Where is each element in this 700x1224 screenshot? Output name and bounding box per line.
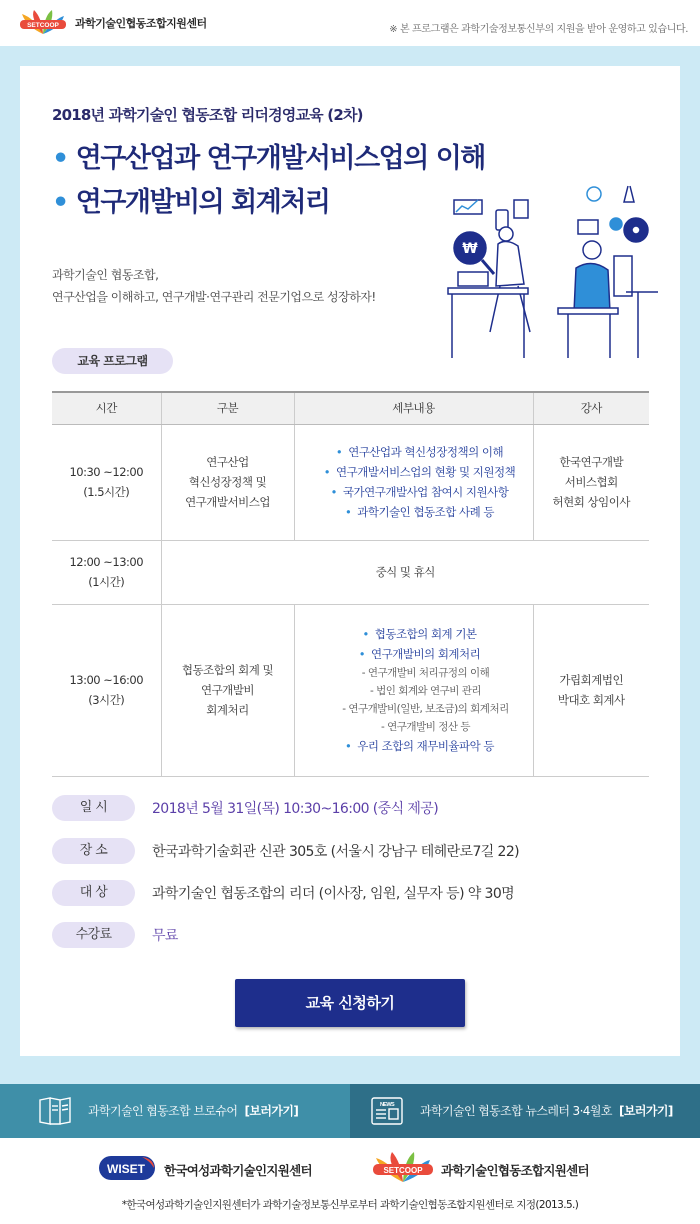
wiset-logo-icon[interactable]: [98, 1153, 156, 1183]
bullet-icon: •: [52, 143, 68, 174]
table-row: [52, 604, 649, 776]
researchers-illustration-icon: [438, 182, 666, 362]
column-header-details: 세부내용: [294, 392, 533, 424]
partner-logos: [0, 1148, 700, 1192]
event-subtitle: 2018년 과학기술인 협동조합 리더경영교육 (2차): [52, 106, 363, 124]
lecturer-line: 허현회 상임이사: [552, 495, 630, 509]
place-label: 장 소: [52, 838, 135, 864]
info-place: [52, 838, 519, 864]
detail-subitem: - 연구개발비 처리규정의 이해: [361, 667, 490, 679]
detail-subitem: - 연구개발비 정산 등: [381, 721, 470, 733]
detail-item: • 협동조합의 회계 기본: [307, 624, 533, 644]
bullet-icon: •: [52, 187, 68, 218]
category-line: 회계처리: [206, 703, 249, 717]
target-value: 과학기술인 협동조합의 리더 (이사장, 임원, 실무자 등) 약 30명: [152, 886, 515, 902]
column-header-time: 시간: [52, 392, 161, 424]
fee-label: 수강료: [52, 922, 135, 948]
newsletter-text: [420, 1084, 673, 1138]
newsletter-link-text[interactable]: [보러가기]: [619, 1104, 673, 1118]
table-row: [52, 540, 649, 604]
headline-1-text: 연구산업과 연구개발서비스업의 이해: [75, 143, 485, 174]
date-label: 일 시: [52, 795, 135, 821]
top-header: [0, 0, 700, 46]
brochure-link[interactable]: [0, 1084, 350, 1138]
category-line: 연구산업: [206, 455, 249, 469]
category-line: 혁신성장정책 및: [188, 475, 267, 489]
brochure-label: 과학기술인 협동조합 브로슈어: [88, 1104, 238, 1118]
setcoop-logo-icon[interactable]: [18, 8, 68, 36]
brochure-icon: [38, 1096, 72, 1126]
time-range: 12:00 ~13:00: [69, 555, 144, 569]
category-cell: [161, 604, 294, 776]
newsletter-label: 과학기술인 협동조합 뉴스레터 3·4월호: [420, 1104, 612, 1118]
detail-item: • 과학기술인 협동조합 사례 등: [307, 502, 533, 522]
duration: (1.5시간): [83, 485, 130, 499]
detail-item: • 연구개발서비스업의 현황 및 지원정책: [307, 462, 533, 482]
newsletter-icon: [370, 1096, 404, 1126]
column-header-category: 구분: [161, 392, 294, 424]
time-cell: [52, 424, 161, 540]
intro-text: [52, 264, 376, 308]
time-range: 13:00 ~16:00: [69, 673, 144, 687]
detail-item: • 연구개발비의 회계처리: [307, 644, 533, 664]
lecturer-line: 가립회계법인: [559, 673, 624, 687]
detail-subitem: - 연구개발비(일반, 보조금)의 회계처리: [342, 703, 509, 715]
date-value: 2018년 5월 31일(목) 10:30~16:00 (중식 제공): [152, 801, 439, 817]
detail-subitem: - 법인 회계와 연구비 관리: [369, 685, 482, 697]
category-cell: [161, 424, 294, 540]
svg-text:WISET: WISET: [107, 1162, 145, 1176]
target-label: 대 상: [52, 880, 135, 906]
info-fee: [52, 922, 178, 948]
brochure-text: [88, 1084, 298, 1138]
headline-2-text: 연구개발비의 회계처리: [75, 187, 330, 218]
table-header-row: [52, 392, 649, 424]
setcoop-logo-icon[interactable]: [370, 1150, 436, 1184]
headline-2: [52, 180, 330, 219]
detail-item: • 우리 조합의 재무비율파악 등: [307, 736, 533, 756]
apply-button[interactable]: 교육 신청하기: [235, 979, 465, 1027]
lecturer-line: 박대호 회계사: [557, 693, 625, 707]
svg-text:₩: ₩: [462, 241, 478, 257]
lecturer-cell: [533, 604, 649, 776]
table-row: [52, 424, 649, 540]
info-target: [52, 880, 514, 906]
detail-item: • 연구산업과 혁신성장정책의 이해: [307, 442, 533, 462]
support-notice: ※ 본 프로그램은 과학기술정보통신부의 지원을 받아 운영하고 있습니다.: [389, 24, 688, 35]
detail-item: • 국가연구개발사업 참여시 지원사항: [307, 482, 533, 502]
svg-text:SETCOOP: SETCOOP: [27, 22, 59, 29]
place-value: 한국과학기술회관 신관 305호 (서울시 강남구 테헤란로7길 22): [152, 844, 519, 860]
duration: (1시간): [88, 575, 125, 589]
program-table: [52, 391, 649, 777]
lecturer-line: 서비스협회: [564, 475, 618, 489]
column-header-lecturer: 강사: [533, 392, 649, 424]
setcoop-name: 과학기술인협동조합지원센터: [441, 1163, 589, 1178]
lecturer-cell: [533, 424, 649, 540]
designation-footnote: *한국여성과학기술인지원센터가 과학기술정보통신부로부터 과학기술인협동조합지원센터로 지정(2013.5.): [121, 1199, 579, 1211]
category-line: 연구개발비: [200, 683, 255, 697]
fee-value: 무료: [152, 928, 178, 944]
brochure-link-text[interactable]: [보러가기]: [244, 1104, 299, 1118]
time-cell: [52, 604, 161, 776]
details-cell: [294, 604, 533, 776]
time-range: 10:30 ~12:00: [69, 465, 144, 479]
lecturer-line: 한국연구개발: [559, 455, 624, 469]
wiset-name: 한국여성과학기술인지원센터: [164, 1163, 312, 1178]
headline-1: [52, 136, 485, 175]
break-cell: 중식 및 휴식: [161, 540, 649, 604]
duration: (3시간): [88, 693, 125, 707]
logo-text: 과학기술인협동조합지원센터: [75, 17, 207, 30]
category-line: 연구개발서비스업: [185, 495, 270, 509]
intro-line-2: 연구산업을 이해하고, 연구개발·연구관리 전문기업으로 성장하자!: [52, 290, 376, 304]
svg-text:NEWS: NEWS: [379, 1102, 395, 1108]
intro-line-1: 과학기술인 협동조합,: [52, 268, 159, 282]
time-cell: [52, 540, 161, 604]
program-label: 교육 프로그램: [52, 348, 173, 374]
category-line: 협동조합의 회계 및: [181, 663, 274, 677]
info-date: [52, 795, 438, 821]
newsletter-link[interactable]: [350, 1084, 700, 1138]
svg-text:SETCOOP: SETCOOP: [383, 1166, 423, 1175]
details-cell: [294, 424, 533, 540]
